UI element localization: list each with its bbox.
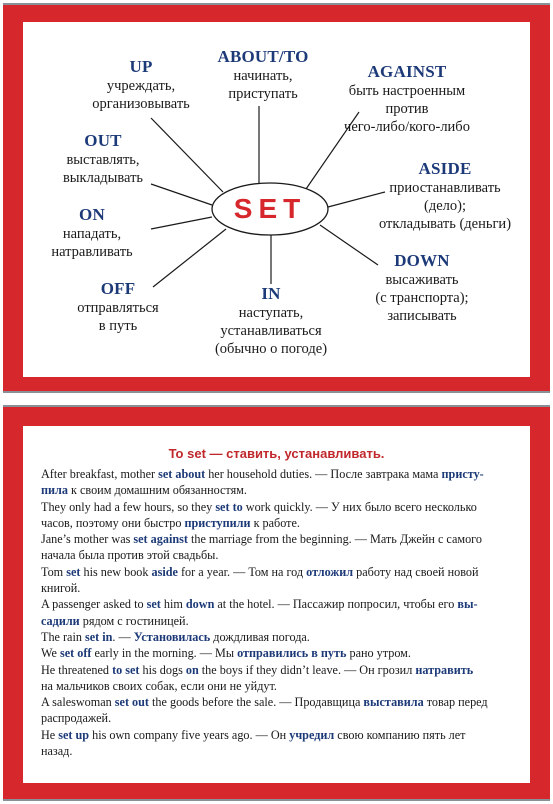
example-keyword: присту-	[441, 467, 484, 481]
example-text: He threatened	[41, 662, 113, 677]
example-text: книгой.	[41, 581, 81, 596]
example-keyword: отправились в путь	[237, 646, 347, 661]
center-verb-label: SET	[233, 193, 307, 224]
example-keyword: on	[185, 662, 199, 677]
node-about-line: начинать,	[233, 68, 293, 84]
example-keyword: Установилась	[133, 629, 211, 644]
example-keyword: set up	[58, 727, 90, 742]
node-aside-line: приостанавливать	[389, 180, 501, 196]
example-text: her household duties. — После завтрака мама	[205, 467, 442, 481]
example-text: his own company five years ago. — Он	[89, 727, 290, 742]
example-keyword: отложил	[306, 564, 354, 579]
example-text: на мальчиков своих собак, если они не уйдут.	[41, 678, 277, 693]
example-line	[41, 710, 523, 726]
example-keyword: set in	[85, 629, 113, 644]
example-text: работу над своей новой	[353, 564, 479, 579]
examples-title: To set — ставить, устанавливать.	[168, 446, 385, 461]
example-line	[41, 547, 523, 563]
example-text: the boys if they didn’t leave. — Он грозил	[198, 662, 416, 677]
example-text: рядом с гостиницей.	[79, 613, 189, 628]
node-about	[208, 46, 318, 103]
example-line	[41, 482, 523, 498]
example-line	[41, 613, 523, 629]
example-line	[41, 564, 523, 580]
node-up-line: учреждать,	[106, 78, 176, 94]
example-keyword: set	[146, 597, 161, 612]
example-text: Tom	[41, 564, 67, 579]
example-text: к своим домашним обязанностям.	[67, 483, 247, 498]
node-aside-head: ASIDE	[418, 159, 472, 178]
node-about-line: приступать	[228, 86, 298, 102]
example-line	[41, 531, 523, 547]
example-keyword: set out	[114, 695, 149, 710]
example-line	[41, 499, 523, 515]
example-line	[41, 629, 523, 645]
example-text: They only had a few hours, so they	[41, 499, 216, 514]
node-off-line: отправляться	[77, 300, 159, 316]
node-down-head: DOWN	[394, 251, 450, 270]
node-down-line: (с транспорта);	[375, 290, 469, 306]
node-against-head: AGAINST	[367, 62, 447, 81]
node-out-head: OUT	[84, 131, 122, 150]
node-against-line: чего-либо/кого-либо	[344, 119, 470, 135]
node-up	[81, 56, 201, 113]
node-about-head: ABOUT/TO	[217, 47, 309, 66]
examples-card	[3, 405, 550, 801]
example-keyword: set off	[59, 646, 92, 661]
example-keyword: вы-	[457, 597, 478, 612]
example-keyword: set	[66, 564, 81, 579]
node-on-line: натравливать	[51, 244, 133, 260]
node-in	[206, 283, 336, 358]
example-text: часов, поэтому они быстро	[41, 515, 185, 530]
example-text: him	[160, 597, 186, 612]
phrasal-verb-diagram-card	[3, 3, 550, 393]
node-off-head: OFF	[100, 279, 136, 298]
examples-panel	[23, 426, 530, 783]
node-in-line: наступать,	[238, 305, 304, 321]
example-text: распродажей.	[41, 711, 112, 726]
node-off-line: в путь	[98, 318, 138, 334]
example-text: He	[41, 727, 59, 742]
diagram-panel	[23, 22, 530, 377]
node-on	[37, 204, 147, 261]
node-against	[323, 61, 491, 136]
example-line	[41, 580, 523, 596]
node-down	[363, 250, 481, 325]
example-text: his new book	[80, 564, 152, 579]
node-on-line: нападать,	[62, 226, 122, 242]
example-keyword: выставила	[363, 695, 424, 710]
example-line	[41, 596, 523, 612]
node-up-line: организовывать	[92, 96, 190, 112]
example-text: his dogs	[139, 662, 186, 677]
example-text: We	[41, 646, 60, 661]
node-in-line: устанавливаться	[220, 323, 322, 339]
example-line	[41, 743, 523, 759]
example-text: The rain	[41, 629, 85, 644]
spoke-out	[151, 184, 212, 205]
example-text: товар перед	[423, 695, 488, 710]
example-text: рано утром.	[346, 646, 411, 661]
example-keyword: учредил	[289, 727, 335, 742]
example-text: the goods before the sale. — Продавщица	[149, 695, 364, 710]
example-text: . —	[112, 629, 134, 644]
example-text: the marriage from the beginning. — Мать Джейн с самого	[187, 532, 482, 547]
node-off	[63, 278, 173, 335]
example-line	[41, 466, 523, 482]
example-text: Jane’s mother was	[41, 532, 134, 547]
example-line	[41, 645, 523, 661]
node-in-head: IN	[261, 284, 281, 303]
example-text: свою компанию пять лет	[334, 727, 466, 742]
example-text: for a year. — Том на год	[177, 564, 307, 579]
examples-list	[41, 466, 523, 759]
node-out-line: выкладывать	[62, 170, 144, 186]
node-aside	[366, 158, 524, 233]
example-line	[41, 662, 523, 678]
example-keyword: down	[185, 597, 215, 612]
node-against-line: против	[385, 101, 429, 117]
example-text: early in the morning. — Мы	[91, 646, 238, 661]
example-keyword: set to	[215, 499, 243, 514]
example-text: A passenger asked to	[41, 597, 147, 612]
node-against-line: быть настроенным	[348, 83, 466, 99]
node-on-head: ON	[79, 205, 105, 224]
example-keyword: aside	[151, 564, 178, 579]
example-keyword: set against	[133, 532, 188, 547]
example-line	[41, 515, 523, 531]
node-down-line: записывать	[387, 308, 457, 324]
example-keyword: to set	[112, 662, 140, 677]
node-out	[48, 130, 158, 187]
node-up-head: UP	[129, 57, 153, 76]
example-keyword: пила	[41, 483, 68, 498]
example-text: начала была против этой свадьбы.	[41, 548, 219, 563]
spoke-up	[151, 118, 223, 192]
example-text: назад.	[41, 744, 73, 759]
node-out-line: выставлять,	[66, 152, 140, 168]
node-aside-line: (дело);	[424, 198, 466, 214]
node-in-line: (обычно о погоде)	[214, 341, 328, 357]
example-text: к работе.	[250, 515, 300, 530]
example-line	[41, 678, 523, 694]
node-down-line: высаживать	[385, 272, 459, 288]
example-line	[41, 694, 523, 710]
example-keyword: set about	[158, 467, 206, 481]
example-text: at the hotel. — Пассажир попросил, чтобы его	[214, 597, 458, 612]
example-text: дождливая погода.	[210, 629, 310, 644]
example-keyword: натравить	[415, 662, 474, 677]
node-aside-line: откладывать (деньги)	[378, 216, 512, 232]
example-line	[41, 727, 523, 743]
spoke-on	[151, 217, 212, 229]
example-text: work quickly. — У них было всего несколько	[242, 499, 477, 514]
example-keyword: садили	[41, 613, 80, 628]
example-text: A saleswoman	[41, 695, 115, 710]
example-keyword: приступили	[184, 515, 251, 530]
example-text: After breakfast, mother	[41, 467, 159, 481]
